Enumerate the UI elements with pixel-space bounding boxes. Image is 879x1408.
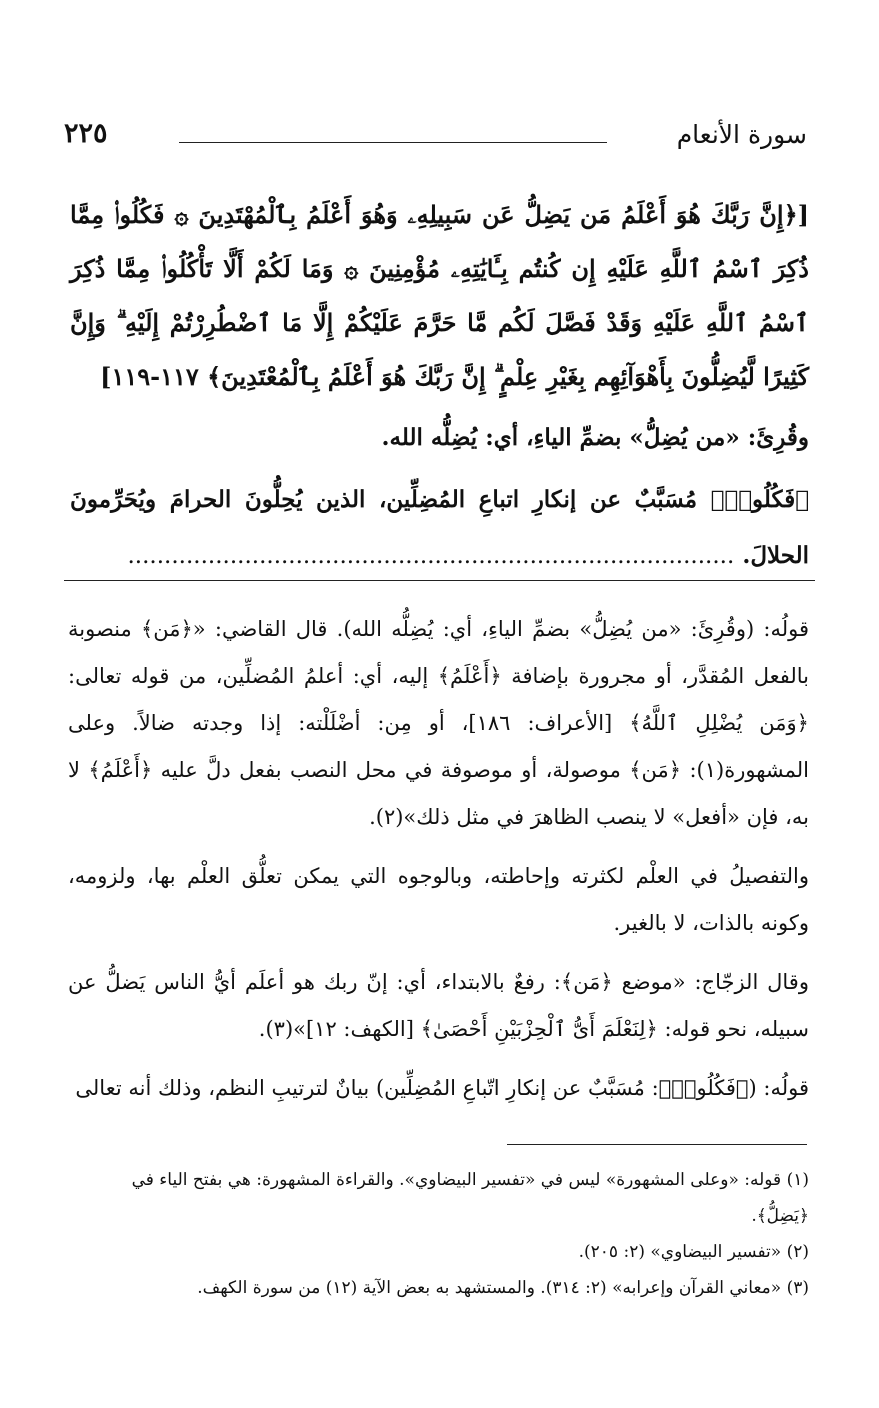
tafsir-text: ﴿فَكُلُوا۟﴾ مُسَبَّبٌ عن إنكارِ اتباعِ المُضِلِّين، الذين يُحِلُّونَ الحرامَ ويُحَرِّمونَ الحلالَ. [70,486,809,569]
commentary-paragraph-3: وقال الزجّاج: «موضع ﴿مَن﴾: رفعٌ بالابتداء، أي: إنّ ربك هو أعلَم أيُّ الناس يَضلُّ عن سبيله، نحو قوله: ﴿لِنَعْلَمَ أَىُّ ٱلْحِزْبَيْنِ أَحْصَىٰ﴾ [الكهف: ١٢]»(٣). [68,970,809,1041]
commentary-paragraph-1: قولُه: (وقُرِئَ: «من يُضِلُّ» بضمِّ الياءِ، أي: يُضِلُّه الله). قال القاضي: «﴿مَن﴾ منصوبة بالفعل المُقدَّر، أو مجرورة بإضافة ﴿أَعْلَمُ﴾ إليه، أي: أعلمُ المُضلِّين، من قوله تعالى: ﴿وَمَن يُضْلِلِ ٱللَّهُ﴾ [الأعراف: ١٨٦]، أو مِن: أضْلَلْته: إذا وجدته ضالاً. وعلى المشهورة(١): ﴿مَن﴾ موصولة، أو موصوفة في محل النصب بفعل دلَّ عليه ﴿أَعْلَمُ﴾ لا به، فإن «أفعل» لا ينصب الظاهرَ في مثل ذلك»(٢). [68,617,809,829]
footnote-rule [507,1144,807,1145]
footnote-1: (١) قوله: «وعلى المشهورة» ليس في «تفسير البيضاوي». والقراءة المشهورة: هي بفتح الياء في ﴿يَضِلُّ﴾. [131,1170,809,1226]
page-number: ٢٢٥ [64,118,108,149]
section-divider [64,580,815,581]
surah-name: سورة الأنعام [676,120,807,149]
tafsir-paragraph [70,472,809,584]
footnote-2: (٢) «تفسير البيضاوي» (٢: ٢٠٥). [578,1242,809,1262]
commentary-paragraph-4: قولُه: (﴿فَكُلُوا۟﴾: مُسَبَّبٌ عن إنكارِ اتّباعِ المُضِلِّين) بيانٌ لترتيبِ النظم، وذلك أنه تعالى [75,1076,809,1100]
reading-note: وقُرِئَ: «من يُضِلُّ» بضمِّ الياءِ، أي: يُضِلُّه الله. [381,424,809,451]
page-header [64,118,807,158]
footnote-3: (٣) «معاني القرآن وإعرابه» (٢: ٣١٤). والمستشهد به بعض الآية (١٢) من سورة الكهف. [197,1278,809,1298]
footnotes [70,1162,809,1306]
header-rule [179,142,607,143]
quran-verse: [﴿إِنَّ رَبَّكَ هُوَ أَعْلَمُ مَن يَضِلُّ عَن سَبِيلِهِۦ وَهُوَ أَعْلَمُ بِٱلْمُهْتَدِينَ ۞ فَكُلُوا۟ مِمَّا ذُكِرَ ٱسْمُ ٱللَّهِ عَلَيْهِ إِن كُنتُم بِـَٔايَٰتِهِۦ مُؤْمِنِينَ ۞ وَمَا لَكُمْ أَلَّا تَأْكُلُوا۟ مِمَّا ذُكِرَ ٱسْمُ ٱللَّهِ عَلَيْهِ وَقَدْ فَصَّلَ لَكُم مَّا حَرَّمَ عَلَيْكُمْ إِلَّا مَا ٱضْطُرِرْتُمْ إِلَيْهِ ۗ وَإِنَّ كَثِيرًا لَّيُضِلُّونَ بِأَهْوَآئِهِم بِغَيْرِ عِلْمٍ ۗ إِنَّ رَبَّكَ هُوَ أَعْلَمُ بِٱلْمُعْتَدِينَ﴾ ١١٧-١١٩] [70,200,809,391]
commentary [68,606,809,1124]
dotted-leader: ................................................................................... [127,543,735,569]
main-text [70,188,809,584]
commentary-paragraph-2: والتفصيلُ في العلْم لكثرته وإحاطته، وبالوجوه التي يمكن تعلُّق العلْم بها، ولزومه، وكونه بالذات، لا بالغير. [68,864,809,935]
